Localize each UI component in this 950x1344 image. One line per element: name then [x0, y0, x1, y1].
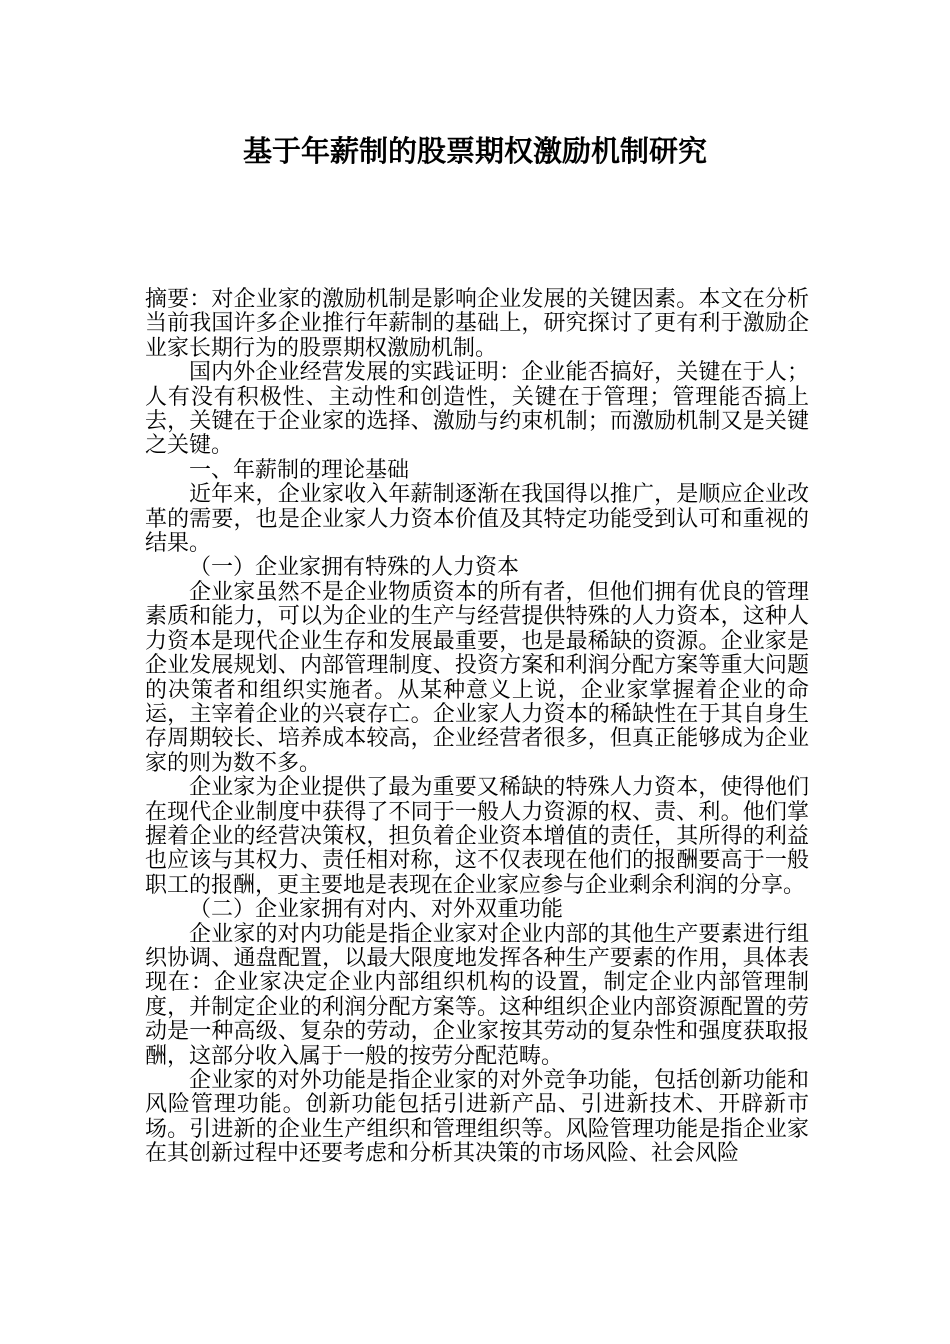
body-paragraph: 企业家虽然不是企业物质资本的所有者，但他们拥有优良的管理素质和能力，可以为企业的生产与经营提供特殊的人力资本，这种人力资本是现代企业生存和发展最重要，也是最稀缺的资源。企业家是企业发展规划、内部管理制度、投资方案和利润分配方案等重大问题的决策者和组织实施者。从某种意义上说，企业家掌握着企业的命运，主宰着企业的兴衰存亡。企业家人力资本的稀缺性在于其自身生存周期较长、培养成本较高，企业经营者很多，但真正能够成为企业家的则为数不多。 [145, 579, 809, 776]
body-paragraph: 国内外企业经营发展的实践证明：企业能否搞好，关键在于人；人有没有积极性、主动性和创造性，关键在于管理；管理能否搞上去，关键在于企业家的选择、激励与约束机制；而激励机制又是关键之关键。 [145, 360, 809, 459]
subsection-heading: （一）企业家拥有特殊的人力资本 [189, 555, 520, 581]
body-paragraph: 近年来，企业家收入年薪制逐渐在我国得以推广，是顺应企业改革的需要，也是企业家人力资本价值及其特定功能受到认可和重视的结果。 [145, 482, 809, 557]
section-heading: 一、年薪制的理论基础 [189, 457, 410, 483]
document-title: 基于年薪制的股票期权激励机制研究 [242, 134, 707, 168]
abstract-paragraph: 摘要：对企业家的激励机制是影响企业发展的关键因素。本文在分析当前我国许多企业推行年薪制的基础上，研究探讨了更有利于激励企业家长期行为的股票期权激励机制。 [145, 287, 809, 361]
body-paragraph: 企业家为企业提供了最为重要又稀缺的特殊人力资本，使得他们在现代企业制度中获得了不同于一般人力资源的权、责、利。他们掌握着企业的经营决策权，担负着企业资本增值的责任，其所得的利益也应该与其权力、责任相对称，这不仅表现在他们的报酬要高于一般职工的报酬，更主要地是表现在企业家应参与企业剩余利润的分享。 [145, 775, 809, 898]
subsection-heading: （二）企业家拥有对内、对外双重功能 [189, 897, 564, 923]
document-body [145, 288, 809, 1167]
body-paragraph: 企业家的对内功能是指企业家对企业内部的其他生产要素进行组织协调、通盘配置，以最大限度地发挥各种生产要素的作用，具体表现在：企业家决定企业内部组织机构的设置，制定企业内部管理制度，并制定企业的利润分配方案等。这种组织企业内部资源配置的劳动是一种高级、复杂的劳动，企业家按其劳动的复杂性和强度获取报酬，这部分收入属于一般的按劳分配范畴。 [145, 921, 809, 1069]
body-paragraph: 企业家的对外功能是指企业家的对外竞争功能，包括创新功能和风险管理功能。创新功能包括引进新产品、引进新技术、开辟新市场。引进新的企业生产组织和管理组织等。风险管理功能是指企业家在其创新过程中还要考虑和分析其决策的市场风险、社会风险 [145, 1068, 809, 1167]
